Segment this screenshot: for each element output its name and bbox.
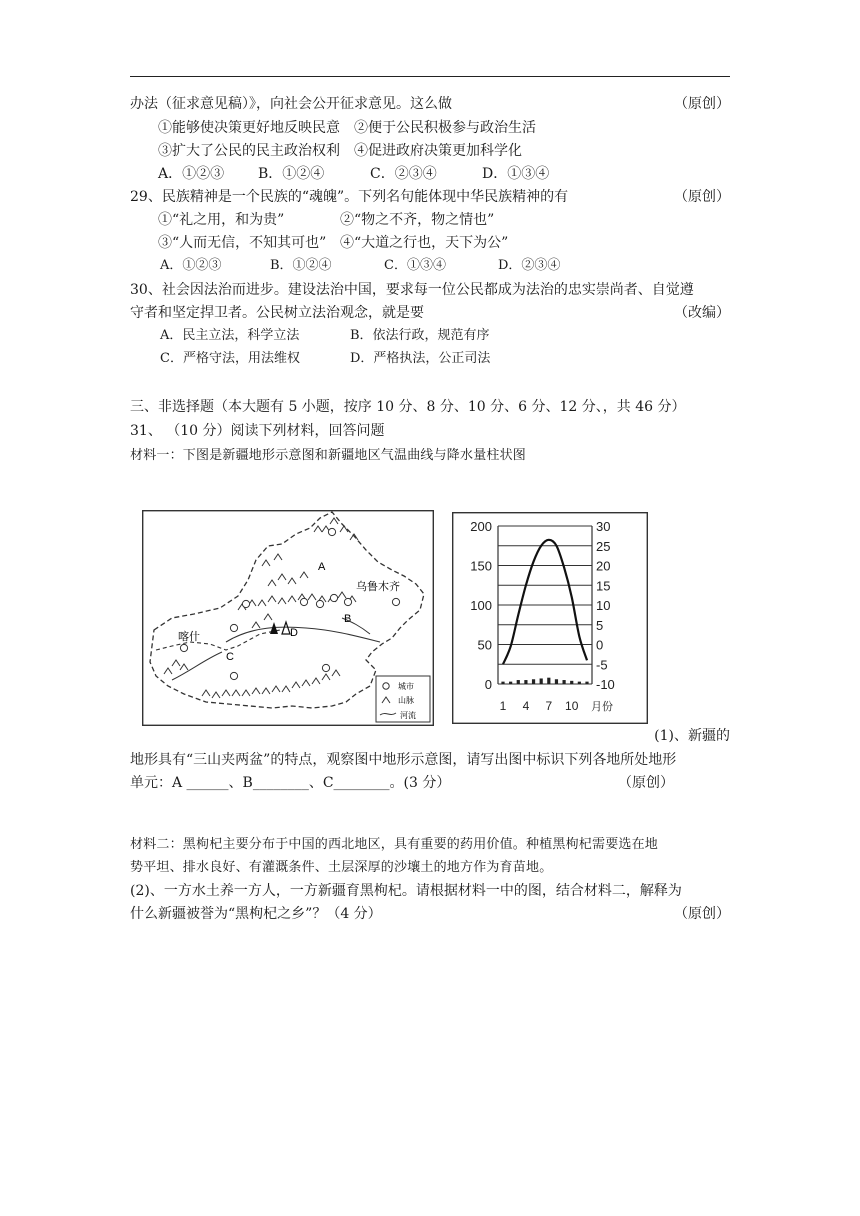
header-rule (130, 76, 730, 77)
q31-heading (130, 421, 730, 441)
q30-option-a: A．民主立法，科学立法 (160, 328, 300, 343)
q29-option-a: A．①②③ (160, 258, 222, 273)
q29-item-4: ④“大道之行也，天下为公” (340, 235, 509, 251)
q31-1-text-a: (1)、新疆的 (654, 728, 730, 744)
left-tick-label: 100 (470, 598, 492, 613)
precipitation-bar (578, 682, 581, 684)
q28-item-1: ①能够使决策更好地反映民意 (158, 120, 340, 136)
left-tick-label: 0 (484, 677, 492, 692)
city-marker (242, 600, 249, 607)
q29-stem-text: 29、民族精神是一个民族的“魂魄”。下列名句能体现中华民族精神的有 (130, 189, 569, 205)
climate-chart (452, 512, 648, 724)
material-2-line-2 (130, 858, 730, 878)
q31-1-source-tag: （原创） (618, 775, 674, 791)
q31-2-source-tag: （原创） (674, 906, 730, 922)
xinjiang-terrain-map (142, 510, 434, 726)
left-tick-label: 50 (477, 637, 492, 653)
material-2-line-1 (130, 835, 730, 855)
map-label-a: A (318, 561, 326, 573)
q29-stem (130, 187, 730, 207)
precipitation-bar (532, 679, 535, 684)
q31-1-text-b: 地形具有“三山夹两盆”的特点，观察图中地形示意图，请写出图中标识下列各地所处地形 (130, 752, 677, 768)
q29-option-b: B．①②④ (270, 258, 332, 273)
city-marker (322, 664, 329, 671)
city-marker (328, 528, 335, 535)
precipitation-bar (585, 682, 588, 684)
material-2-text-2: 势平坦、排水良好、有灌溉条件、土层深厚的沙壤土的地方作为育苗地。 (130, 860, 553, 875)
right-tick-label: 0 (596, 637, 604, 653)
q29-option-d: D．②③④ (498, 258, 561, 273)
q28-item-2: ②便于公民积极参与政治生活 (354, 120, 536, 136)
q28-option-b: B．①②④ (258, 166, 325, 182)
q30-source-tag: （改编） (674, 305, 730, 321)
material-2-text-1: 材料二：黑枸杞主要分布于中国的西北地区，具有重要的药用价值。种植黑枸杞需要选在地 (130, 837, 659, 852)
city-marker (230, 624, 237, 631)
right-tick-label: 30 (596, 519, 611, 534)
q30-stem-line1 (130, 280, 730, 300)
q28-item-3: ③扩大了公民的民主政治权利 (158, 143, 340, 159)
q31-2-text-a: (2)、一方水土养一方人，一方新疆育黑枸杞。请根据材料一中的图，结合材料二，解释为 (130, 883, 682, 899)
q29-items-row2 (158, 233, 730, 253)
x-tick-label: 1 (499, 699, 507, 713)
q30-options-row1 (160, 326, 730, 346)
right-tick-label: 10 (596, 598, 611, 613)
city-marker (392, 598, 399, 605)
x-tick-label: 10 (565, 699, 579, 713)
precipitation-bar (562, 680, 565, 684)
q29-options (160, 256, 730, 276)
left-tick-label: 150 (470, 558, 492, 574)
precipitation-bar (540, 678, 543, 684)
city-marker (316, 600, 323, 607)
q30-stem-text-1: 30、社会因法治而进步。建设法治中国，要求每一位公民都成为法治的忠实崇尚者、自觉遵 (130, 282, 694, 298)
legend-city-icon (383, 683, 389, 689)
section-3-text: 三、非选择题（本大题有 5 小题，按序 10 分、8 分、10 分、6 分、12 分、，共 46 分） (130, 399, 686, 415)
precipitation-bar (509, 682, 512, 684)
q31-2-text-b: 什么新疆被誉为“黑枸杞之乡”？（4 分） (130, 906, 382, 922)
q28-item-4: ④促进政府决策更加科学化 (354, 143, 522, 159)
right-tick-label: 15 (596, 578, 611, 594)
material-1-text: 材料一：下图是新疆地形示意图和新疆地区气温曲线与降水量柱状图 (130, 448, 527, 463)
q31-1-line-b (130, 750, 730, 770)
q29-item-3: ③“人而无信，不知其可也” (158, 235, 327, 251)
legend-city-label: 城市 (398, 682, 414, 691)
x-axis-unit: 月份 (591, 701, 613, 713)
q31-2-line-a (130, 881, 730, 901)
map-label-b: B (344, 613, 352, 625)
precipitation-bar (570, 681, 573, 684)
legend-mountain-label: 山脉 (398, 696, 414, 705)
right-tick-label: -10 (596, 677, 615, 692)
precipitation-bar (555, 679, 558, 684)
q29-option-c: C．①③④ (384, 258, 446, 273)
right-tick-label: 25 (596, 538, 611, 554)
q28-options (158, 164, 730, 184)
city-marker (230, 672, 237, 679)
q28-items-row1 (158, 118, 730, 138)
q30-option-b: B．依法行政，规范有序 (350, 328, 490, 343)
city-marker (300, 598, 307, 605)
map-label-c: C (226, 651, 234, 663)
q29-item-1: ①“礼之用，和为贵” (158, 212, 285, 228)
map-city-kashgar: 喀什 (178, 631, 200, 643)
q28-stem-tail (130, 94, 730, 114)
x-tick-label: 4 (522, 699, 530, 713)
q30-stem-text-2: 守者和坚定捍卫者。公民树立法治观念，就是要 (130, 305, 424, 321)
q31-heading-text: 31、 （10 分）阅读下列材料，回答问题 (130, 423, 385, 439)
precipitation-bar (547, 678, 550, 684)
x-tick-label: 7 (545, 699, 553, 713)
city-marker (344, 598, 351, 605)
precipitation-bar (517, 680, 520, 684)
q31-1-text-c: 单元：A ______、B________、C________。(3 分） (130, 775, 451, 791)
q30-option-d: D．严格执法，公正司法 (350, 351, 491, 366)
q28-items-row2 (158, 141, 730, 161)
q30-stem-line2 (130, 303, 730, 323)
q28-option-d: D．①③④ (482, 166, 550, 182)
left-tick-label: 200 (470, 519, 492, 534)
q31-2-line-b (130, 904, 730, 924)
chart-frame (453, 513, 648, 724)
q29-source-tag: （原创） (674, 189, 730, 205)
q28-source-tag: （原创） (674, 96, 730, 112)
legend-river-label: 河流 (400, 711, 416, 720)
material-1-caption (130, 446, 730, 466)
city-marker (330, 594, 337, 601)
q29-item-2: ②“物之不齐，物之情也” (340, 212, 495, 228)
map-legend (376, 676, 430, 722)
q31-1-line-c (130, 773, 730, 793)
q30-options-row2 (160, 349, 730, 369)
right-tick-label: -5 (596, 657, 608, 673)
q29-items-row1 (158, 210, 730, 230)
city-marker-kashgar (180, 644, 187, 651)
q28-option-a: A．①②③ (158, 166, 225, 182)
section-3-heading (130, 397, 730, 417)
map-city-urumqi: 乌鲁木齐 (356, 581, 400, 593)
right-tick-label: 5 (596, 617, 604, 633)
q28-stem-text: 办法（征求意见稿）》，向社会公开征求意见。这么做 (130, 96, 452, 112)
precipitation-bar (524, 680, 527, 684)
right-tick-label: 20 (596, 558, 611, 574)
precipitation-bar (501, 682, 504, 684)
map-label-d: D (290, 627, 298, 639)
q30-option-c: C．严格守法，用法维权 (160, 351, 300, 366)
q28-option-c: C．②③④ (370, 166, 437, 182)
